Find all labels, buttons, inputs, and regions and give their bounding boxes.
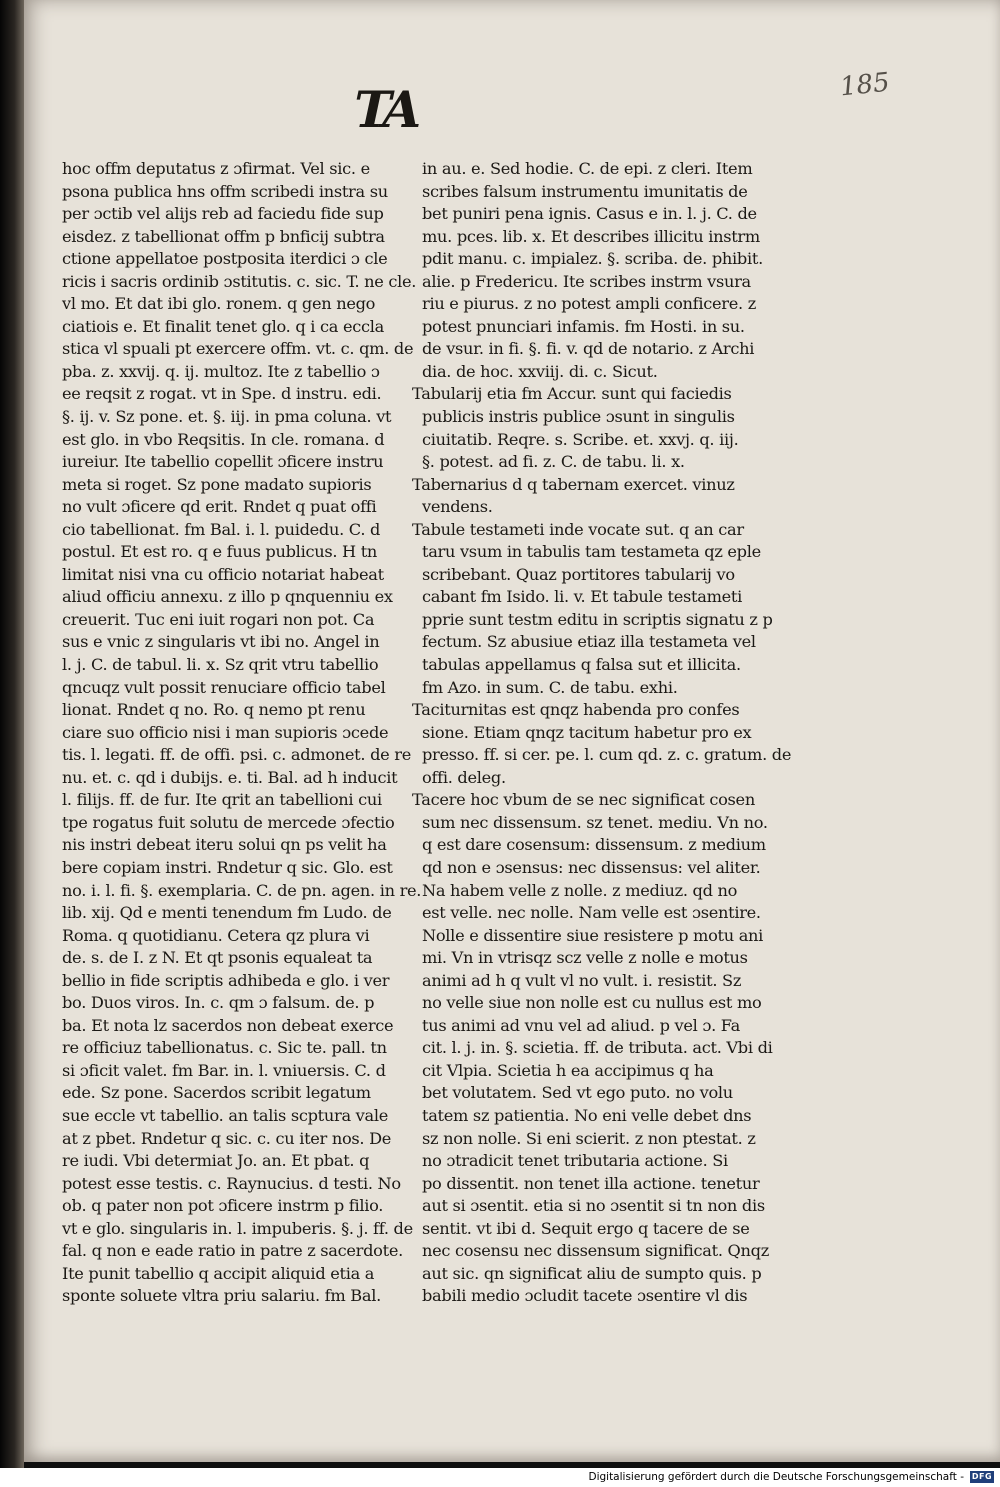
footer-bar — [0, 1468, 1000, 1487]
text-line: presso. ff. si cer. pe. l. cum qd. z. c. gratum. de — [422, 745, 792, 765]
right-text-column — [412, 158, 792, 1308]
text-line: ciare suo officio nisi i man supioris ɔcede — [62, 722, 389, 742]
text-line: §. potest. ad fi. z. C. de tabu. li. x. — [422, 452, 685, 472]
text-line: tpe rogatus fuit solutu de mercede ɔfectio — [62, 812, 395, 832]
text-line: psona publica hns offm scribedi instra su — [62, 181, 388, 201]
entry-heading-line: Tabernarius d q tabernam exercet. vinuz — [412, 474, 735, 494]
text-line: stica vl spuali pt exercere offm. vt. c. qm. de — [62, 339, 414, 359]
text-line: cit Vlpia. Scietia h ea accipimus q ha — [422, 1060, 714, 1080]
text-line: postul. Et est ro. q e fuus publicus. H tn — [62, 542, 378, 562]
text-line: no ɔtradicit tenet tributaria actione. Si — [422, 1151, 728, 1171]
text-line: tis. l. legati. ff. de offi. psi. c. admonet. de re — [62, 745, 411, 765]
text-line: l. filijs. ff. de fur. Ite qrit an tabellioni cui — [62, 790, 382, 810]
text-line: iureiur. Ite tabellio copellit ɔficere instru — [62, 452, 384, 472]
text-line: ciatiois e. Et finalit tenet glo. q i ca eccla — [62, 316, 385, 336]
text-line: lib. xij. Qd e menti tenendum fm Ludo. de — [62, 903, 392, 923]
text-line: mu. pces. lib. x. Et describes illicitu instrm — [422, 226, 760, 246]
text-line: per ɔctib vel alijs reb ad faciedu fide sup — [62, 204, 384, 224]
text-line: offi. deleg. — [422, 767, 506, 787]
text-line: pba. z. xxvij. q. ij. multoz. Ite z tabellio ɔ — [62, 361, 380, 381]
text-line: qd non e ɔsensus: nec dissensus: vel aliter. — [422, 857, 761, 877]
text-line: no vult ɔficere qd erit. Rndet q puat offi — [62, 497, 377, 517]
text-line: est glo. in vbo Reqsitis. In cle. romana. d — [62, 429, 385, 449]
text-line: sue eccle vt tabellio. an talis scptura vale — [62, 1105, 388, 1125]
text-line: po dissentit. non tenet illa actione. tenetur — [422, 1173, 760, 1193]
text-line: bo. Duos viros. In. c. qm ɔ falsum. de. p — [62, 993, 375, 1013]
text-line: tabulas appellamus q falsa sut et illicita. — [422, 655, 741, 675]
text-line: Na habem velle z nolle. z mediuz. qd no — [422, 880, 738, 900]
text-line: at z pbet. Rndetur q sic. c. cu iter nos. De — [62, 1128, 392, 1148]
entry-heading-line: Tabularij etia fm Accur. sunt qui faciedis — [412, 384, 732, 404]
text-line: meta si roget. Sz pone madato supioris — [62, 474, 372, 494]
text-line: bere copiam instri. Rndetur q sic. Glo. est — [62, 857, 393, 877]
entry-heading-line: Taciturnitas est qnqz habenda pro confes — [412, 700, 740, 720]
text-line: alie. p Fredericu. Ite scribes instrm vsura — [422, 271, 751, 291]
text-line: scribebant. Quaz portitores tabularij vo — [422, 564, 735, 584]
text-line: potest esse testis. c. Raynucius. d testi. No — [62, 1173, 401, 1193]
entry-heading-line: Tabule testameti inde vocate sut. q an car — [412, 519, 744, 539]
text-line: ede. Sz pone. Sacerdos scribit legatum — [62, 1083, 371, 1103]
text-line: nec cosensu nec dissensum significat. Qnqz — [422, 1241, 769, 1261]
text-line: riu e piurus. z no potest ampli conficere. z — [422, 294, 756, 314]
text-line: aliud officiu annexu. z illo p qnquenniu ex — [62, 587, 393, 607]
text-line: lionat. Rndet q no. Ro. q nemo pt renu — [62, 700, 366, 720]
text-line: ricis i sacris ordinib ɔstitutis. c. sic. T. ne cle. — [62, 271, 417, 291]
text-line: nis instri debeat iteru solui qn ps velit ha — [62, 835, 387, 855]
text-line: in au. e. Sed hodie. C. de epi. z cleri. Item — [422, 159, 753, 178]
text-line: qncuqz vult possit renuciare officio tabel — [62, 677, 386, 697]
text-line: bet volutatem. Sed vt ego puto. no volu — [422, 1083, 733, 1103]
text-line: mi. Vn in vtrisqz scz velle z nolle e motus — [422, 948, 748, 968]
text-line: sponte soluete vltra priu salariu. fm Bal. — [62, 1286, 381, 1306]
text-line: pdit manu. c. impialez. §. scriba. de. phibit. — [422, 249, 763, 269]
text-line: ee reqsit z rogat. vt in Spe. d instru. edi. — [62, 384, 382, 404]
text-line: sum nec dissensum. sz tenet. mediu. Vn no. — [422, 812, 768, 832]
text-line: cabant fm Isido. li. v. Et tabule testameti — [422, 587, 743, 607]
text-line: si ɔficit valet. fm Bar. in. l. vniuersis. C. d — [62, 1060, 386, 1080]
text-line: scribes falsum instrumentu imunitatis de — [422, 181, 748, 201]
text-line: sentit. vt ibi d. Sequit ergo q tacere de se — [422, 1218, 750, 1238]
running-head: TA — [347, 80, 422, 139]
text-line: Ite punit tabellio q accipit aliquid etia a — [62, 1263, 375, 1283]
text-line: bet puniri pena ignis. Casus e in. l. j. C. de — [422, 204, 757, 224]
text-line: fal. q non e eade ratio in patre z sacerdote. — [62, 1241, 403, 1261]
text-line: Nolle e dissentire siue resistere p motu ani — [422, 925, 764, 945]
text-line: re iudi. Vbi determiat Jo. an. Et pbat. q — [62, 1151, 370, 1171]
text-line: est velle. nec nolle. Nam velle est ɔsentire. — [422, 903, 761, 923]
text-line: §. ij. v. Sz pone. et. §. iij. in pma coluna. vt — [62, 407, 392, 427]
text-line: pprie sunt testm editu in scriptis signatu z p — [422, 609, 773, 629]
text-line: Roma. q quotidianu. Cetera qz plura vi — [62, 925, 370, 945]
text-line: vt e glo. singularis in. l. impuberis. §. j. ff. de — [62, 1218, 413, 1238]
text-line: sz non nolle. Si eni scierit. z non ptestat. z — [422, 1128, 756, 1148]
text-line: ctione appellatoe postposita iterdici ɔ cle — [62, 249, 388, 269]
text-line: animi ad h q vult vl no vult. i. resistit. Sz — [422, 970, 742, 990]
dfg-logo-icon: DFG — [971, 1472, 993, 1481]
text-line: de vsur. in fi. §. fi. v. qd de notario. z Archi — [422, 339, 755, 359]
text-line: publicis instris publice ɔsunt in singulis — [422, 407, 735, 427]
page-left-edge — [0, 0, 24, 1468]
text-line: nu. et. c. qd i dubijs. e. ti. Bal. ad h inducit — [62, 767, 398, 787]
entry-heading-line: Tacere hoc vbum de se nec significat cosen — [412, 790, 755, 810]
text-line: vendens. — [422, 497, 493, 517]
text-line: sione. Etiam qnqz tacitum habetur pro ex — [422, 722, 752, 742]
text-line: l. j. C. de tabul. li. x. Sz qrit vtru tabellio — [62, 655, 379, 675]
text-line: q est dare cosensum: dissensum. z medium — [422, 835, 766, 855]
text-line: ba. Et nota lz sacerdos non debeat exerce — [62, 1015, 394, 1035]
text-line: ob. q pater non pot ɔficere instrm p filio. — [62, 1196, 384, 1216]
text-line: babili medio ɔcludit tacete ɔsentire vl dis — [422, 1286, 748, 1306]
text-line: cit. l. j. in. §. scietia. ff. de tributa. act. Vbi di — [422, 1038, 773, 1058]
text-line: cio tabellionat. fm Bal. i. l. puidedu. C. d — [62, 519, 381, 539]
text-line: limitat nisi vna cu officio notariat habeat — [62, 564, 384, 584]
text-line: no velle siue non nolle est cu nullus est mo — [422, 993, 762, 1013]
text-line: sus e vnic z singularis vt ibi no. Angel in — [62, 632, 380, 652]
funding-credit: Digitalisierung gefördert durch die Deutsche Forschungsgemeinschaft - — [588, 1471, 964, 1483]
text-line: tus animi ad vnu vel ad aliud. p vel ɔ. Fa — [422, 1015, 740, 1035]
left-text-column — [62, 158, 422, 1308]
text-line: aut si ɔsentit. etia si no ɔsentit si tn non dis — [422, 1196, 765, 1216]
text-line: hoc offm deputatus z ɔfirmat. Vel sic. e — [62, 159, 370, 178]
text-line: taru vsum in tabulis tam testameta qz eple — [422, 542, 761, 562]
text-line: de. s. de I. z N. Et qt psonis equaleat ta — [62, 948, 373, 968]
text-line: no. i. l. fi. §. exemplaria. C. de pn. agen. in re. — [62, 880, 422, 900]
handwritten-page-number: 185 — [838, 67, 892, 103]
text-line: bellio in fide scriptis adhibeda e glo. i ver — [62, 970, 390, 990]
text-line: tatem sz patientia. No eni velle debet dns — [422, 1105, 752, 1125]
text-line: eisdez. z tabellionat offm p bnficij subtra — [62, 226, 385, 246]
text-line: vl mo. Et dat ibi glo. ronem. q gen nego — [62, 294, 376, 314]
text-line: aut sic. qn significat aliu de sumpto quis. p — [422, 1263, 762, 1283]
text-line: dia. de hoc. xxviij. di. c. Sicut. — [422, 361, 658, 381]
text-line: re officiuz tabellionatus. c. Sic te. pall. tn — [62, 1038, 387, 1058]
text-line: ciuitatib. Reqre. s. Scribe. et. xxvj. q. iij. — [422, 429, 739, 449]
text-line: creuerit. Tuc eni iuit rogari non pot. Ca — [62, 609, 375, 629]
text-line: potest pnunciari infamis. fm Hosti. in su. — [422, 316, 745, 336]
text-line: fectum. Sz abusiue etiaz illa testameta vel — [422, 632, 756, 652]
text-line: fm Azo. in sum. C. de tabu. exhi. — [422, 677, 678, 697]
